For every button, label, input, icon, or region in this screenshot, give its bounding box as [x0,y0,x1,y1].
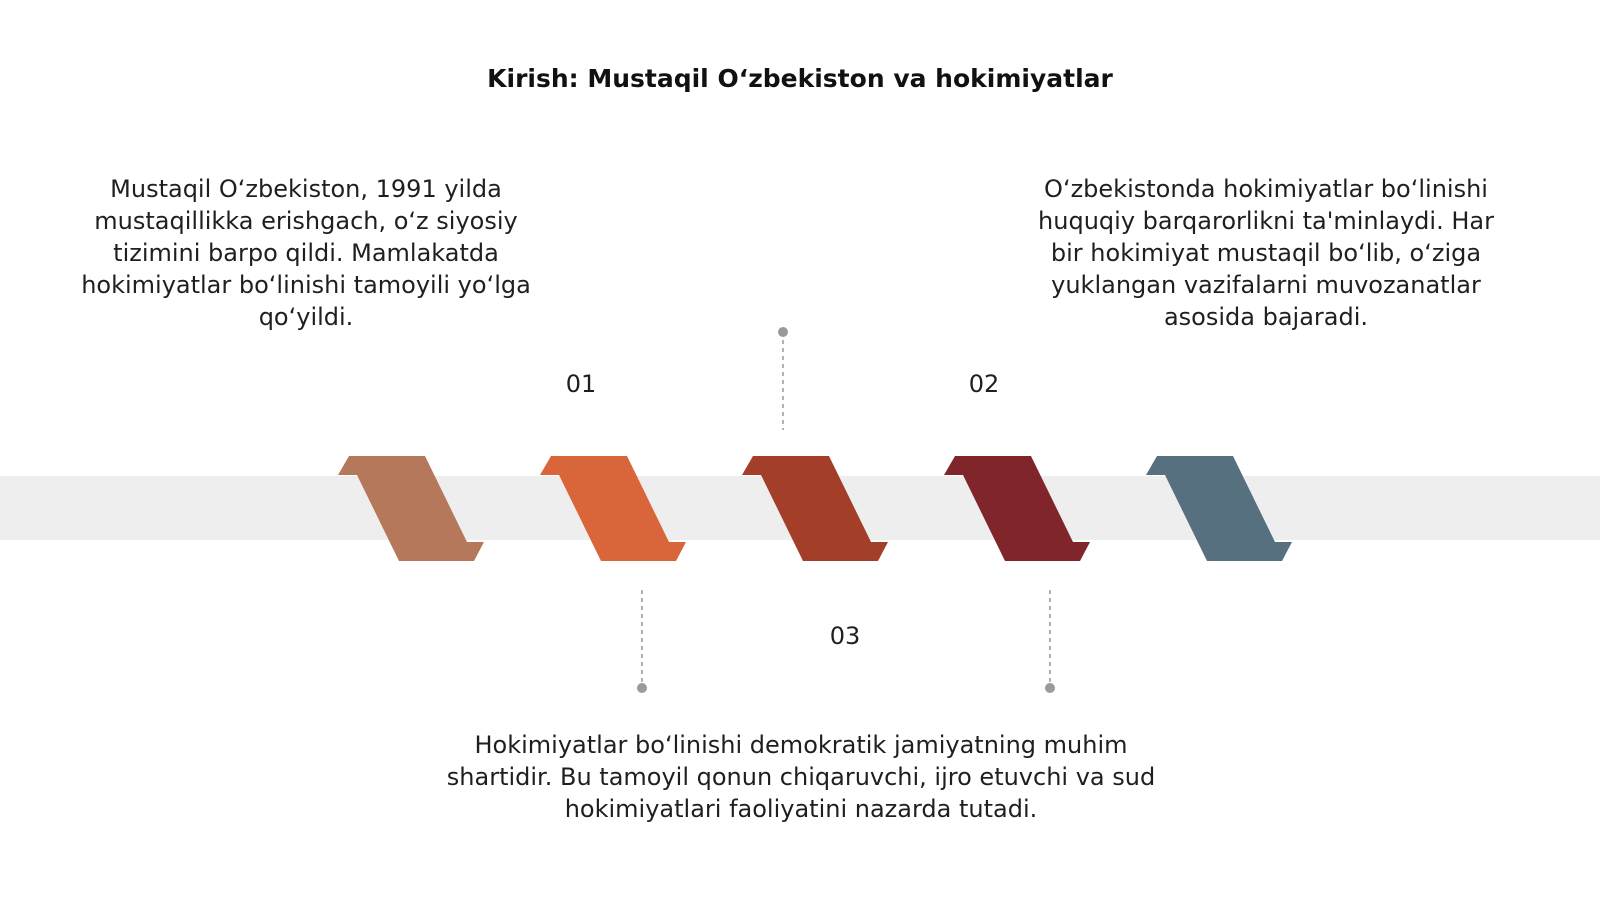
connector-dot-bottom-left [637,683,647,693]
slide-title: Kirish: Mustaqil O‘zbekiston va hokimiyatlar [487,64,1113,93]
step-number-2: 02 [968,370,1000,398]
connector-dot-top [778,327,788,337]
step-text-3: Hokimiyatlar bo‘linishi demokratik jamiyatning muhim shartidir. Bu tamoyil qonun chiqaruvchi, ijro etuvchi va sud hokimiyatlari faoliyatini nazarda tutadi. [446,731,1156,823]
step-text-1: Mustaqil O‘zbekiston, 1991 yilda mustaqillikka erishgach, o‘z siyosiy tizimini barpo qildi. Mamlakatda hokimiyatlar bo‘linishi tamoyili yo‘lga qo‘yildi. [81,175,531,331]
step-number-1: 01 [565,370,597,398]
step-text-2: O‘zbekistonda hokimiyatlar bo‘linishi huquqiy barqarorlikni ta'minlaydi. Har bir hokimiyat mustaqil bo‘lib, o‘ziga yuklangan vazifalarni muvozanatlar asosida bajaradi. [1038,175,1494,331]
connector-dot-bottom-right [1045,683,1055,693]
step-number-3: 03 [829,622,861,650]
